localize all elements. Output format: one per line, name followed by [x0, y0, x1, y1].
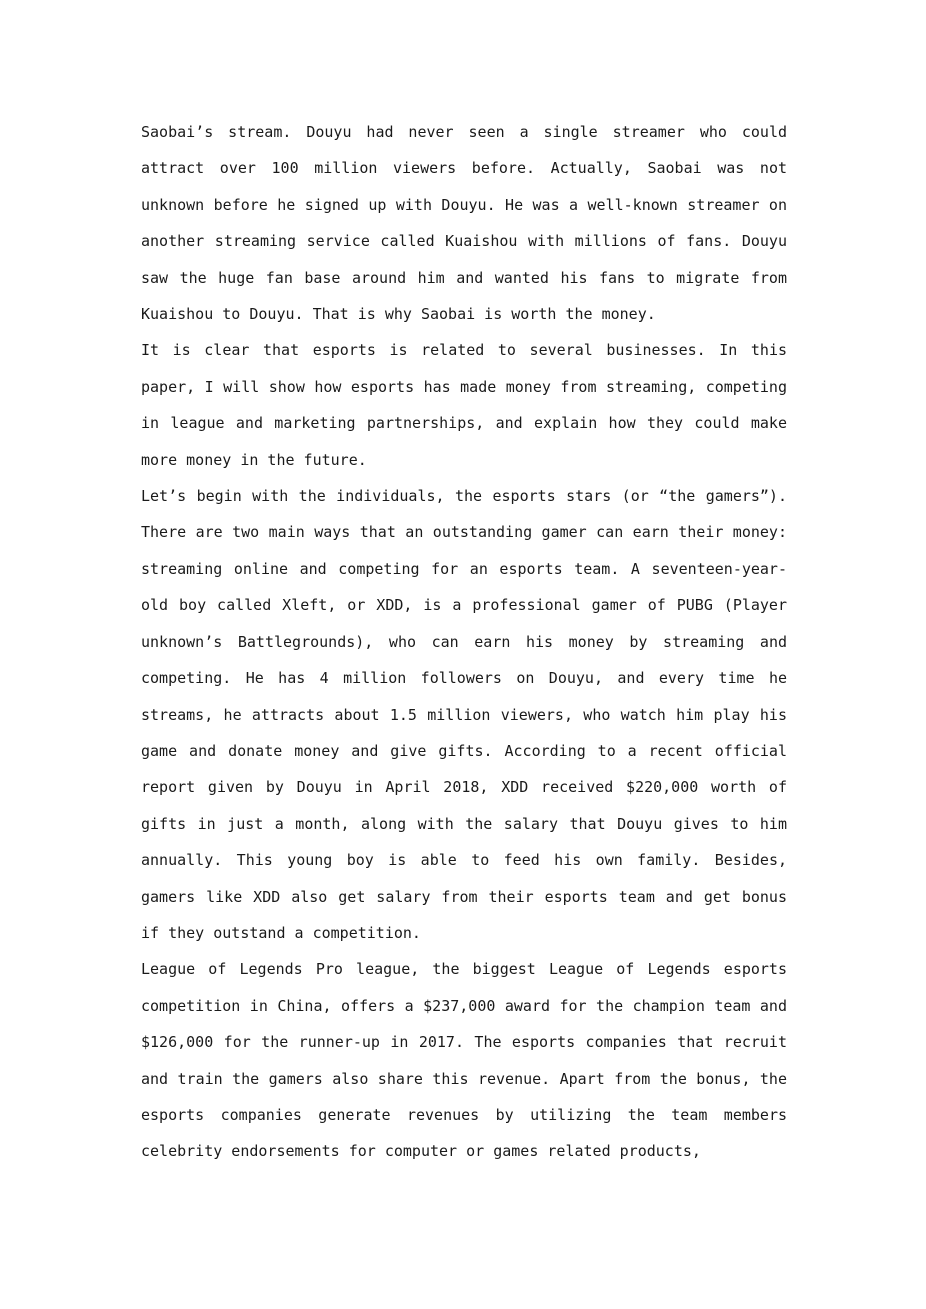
- paragraph-esports-stars: Let’s begin with the individuals, the esports stars (or “the gamers”). There are two main ways that an outstanding gamer can earn their money: streaming online and competing for an esports team. A seventeen-year-old boy called Xleft, or XDD, is a professional gamer of PUBG (Player unknown’s Battlegrounds), who can earn his money by streaming and competing. He has 4 million followers on Douyu, and every time he streams, he attracts about 1.5 million viewers, who watch him play his game and donate money and give gifts. According to a recent official report given by Douyu in April 2018, XDD received $220,000 worth of gifts in just a month, along with the salary that Douyu gives to him annually. This young boy is able to feed his own family. Besides, gamers like XDD also get salary from their esports team and get bonus if they outstand a competition.: [141, 487, 787, 942]
- paragraph-saobai-stream: Saobai’s stream. Douyu had never seen a single streamer who could attract over 100 million viewers before. Actually, Saobai was not unknown before he signed up with Douyu. He was a well-known streamer on another streaming service called Kuaishou with millions of fans. Douyu saw the huge fan base around him and wanted his fans to migrate from Kuaishou to Douyu. That is why Saobai is worth the money.: [141, 123, 787, 324]
- paragraph-league-of-legends: League of Legends Pro league, the biggest League of Legends esports competition in China, offers a $237,000 award for the champion team and $126,000 for the runner-up in 2017. The esports companies that recruit and train the gamers also share this revenue. Apart from the bonus, the esports companies generate revenues by utilizing the team members celebrity endorsements for computer or games related products,: [141, 960, 787, 1161]
- document-body: [141, 114, 787, 1170]
- paragraph-esports-businesses: It is clear that esports is related to several businesses. In this paper, I will show how esports has made money from streaming, competing in league and marketing partnerships, and explain how they could make more money in the future.: [141, 341, 787, 469]
